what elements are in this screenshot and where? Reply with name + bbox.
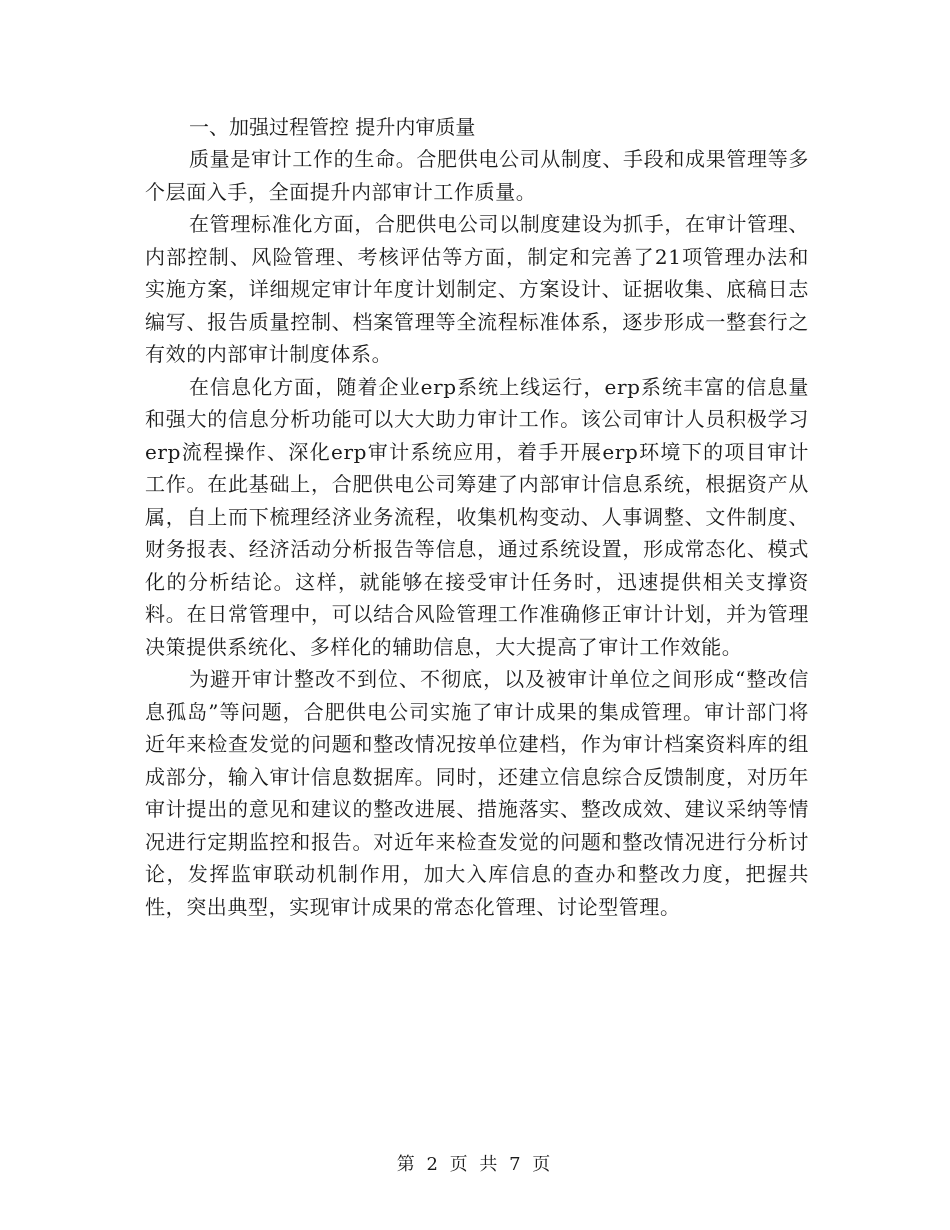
page-footer: 第 2 页 共 7 页 xyxy=(396,1154,554,1175)
section-heading: 一、加强过程管控 提升内审质量 xyxy=(189,115,476,139)
paragraph-informatization: 在信息化方面，随着企业erp系统上线运行，erp系统丰富的信息量和强大的信息分析功能可以大大助力审计工作。该公司审计人员积极学习erp流程操作、深化erp审计系统应用，着手开展erp环境下的项目审计工作。在此基础上，合肥供电公司筹建了内部审计信息系统，根据资产从属，自上而下梳理经济业务流程，收集机构变动、人事调整、文件制度、财务报表、经济活动分析报告等信息，通过系统设置，形成常态化、模式化的分析结论。这样，就能够在接受审计任务时，迅速提供相关支撑资料。在日常管理中，可以结合风险管理工作准确修正审计计划，并为管理决策提供系统化、多样化的辅助信息，大大提高了审计工作效能。 xyxy=(145,374,809,659)
document-body xyxy=(145,112,809,923)
paragraph-standardization: 在管理标准化方面，合肥供电公司以制度建设为抓手，在审计管理、内部控制、风险管理、考核评估等方面，制定和完善了21项管理办法和实施方案，详细规定审计年度计划制定、方案设计、证据收集、底稿日志编写、报告质量控制、档案管理等全流程标准体系，逐步形成一整套行之有效的内部审计制度体系。 xyxy=(145,212,809,366)
paragraph-integrated-management: 为避开审计整改不到位、不彻底，以及被审计单位之间形成“整改信息孤岛”等问题，合肥供电公司实施了审计成果的集成管理。审计部门将近年来检查发觉的问题和整改情况按单位建档，作为审计档案资料库的组成部分，输入审计信息数据库。同时，还建立信息综合反馈制度，对历年审计提出的意见和建议的整改进展、措施落实、整改成效、建议采纳等情况进行定期监控和报告。对近年来检查发觉的问题和整改情况进行分析讨论，发挥监审联动机制作用，加大入库信息的查办和整改力度，把握共性，突出典型，实现审计成果的常态化管理、讨论型管理。 xyxy=(145,667,809,919)
paragraph-quality-intro: 质量是审计工作的生命。合肥供电公司从制度、手段和成果管理等多个层面入手，全面提升内部审计工作质量。 xyxy=(145,147,809,204)
